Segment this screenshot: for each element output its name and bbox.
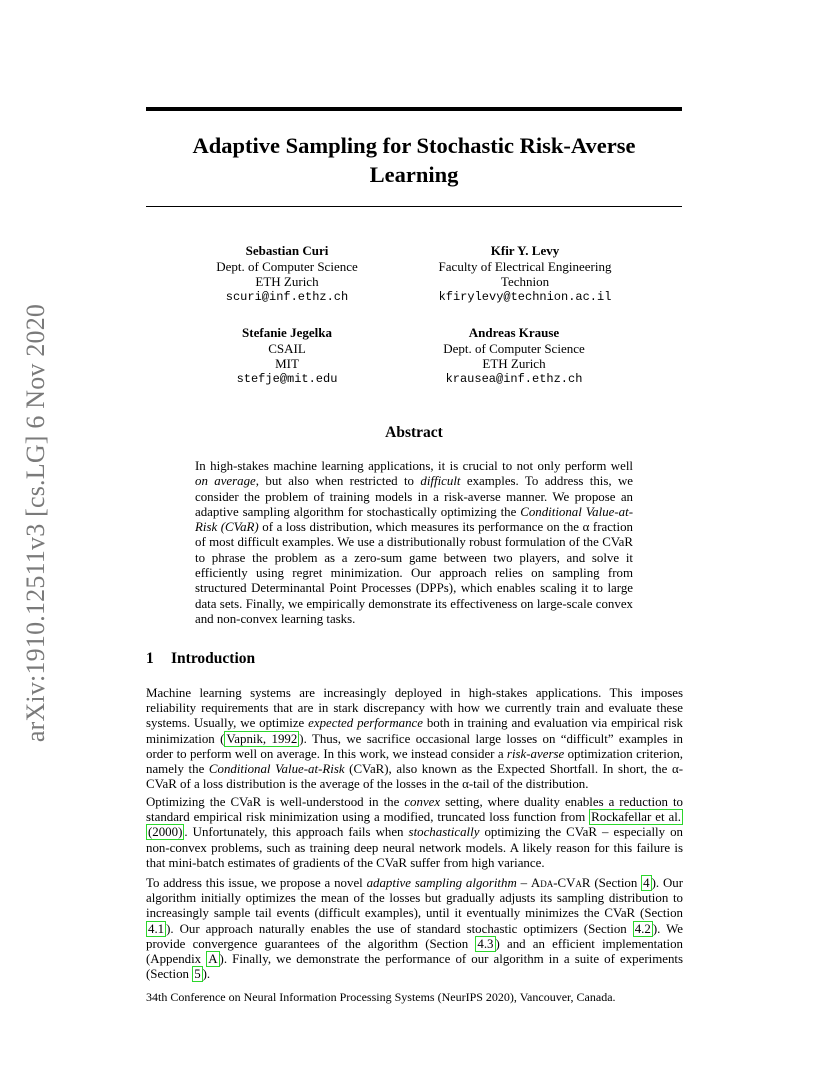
paragraph-emphasis: Conditional Value-at-Risk: [208, 762, 345, 777]
author-institution: Technion: [500, 274, 550, 289]
paragraph-text: ). Thus, we sacrifice occasional large losses on “difficult” examples in order to perform well on average. In this work, we instead consider a: [146, 731, 683, 761]
author-block-jegelka: [177, 325, 397, 387]
title-line-2: Learning: [369, 162, 459, 187]
abstract-body: [195, 459, 633, 627]
citation-link[interactable]: Rockafellar et al.: [591, 810, 681, 825]
paragraph-text: (Section: [590, 876, 642, 890]
intro-paragraph-1: [146, 686, 683, 792]
paragraph-text: optimization criterion, namely the: [146, 746, 683, 777]
author-institution: MIT: [275, 356, 299, 371]
section-heading-introduction: [146, 650, 255, 668]
abstract-emphasis: difficult: [420, 474, 461, 489]
appendix-link[interactable]: A: [208, 952, 218, 967]
section-title: Introduction: [171, 650, 256, 667]
author-affiliation: Dept. of Computer Science: [216, 258, 358, 274]
author-name: Sebastian Curi: [245, 243, 329, 258]
paragraph-text: To address this issue, we propose a novel: [146, 876, 367, 890]
author-email[interactable]: scuri@inf.ethz.ch: [225, 289, 349, 304]
author-affiliation: CSAIL: [268, 340, 306, 356]
author-email[interactable]: kfirylevy@technion.ac.il: [438, 289, 612, 304]
author-block-curi: [177, 243, 397, 305]
title-top-rule: [146, 107, 682, 111]
paragraph-text: ). Finally, we demonstrate the performance of our algorithm in a suite of experiments (Section: [146, 952, 683, 982]
section-link[interactable]: 4.3: [477, 936, 494, 951]
abstract-emphasis: on average: [195, 474, 256, 489]
paragraph-text: (CVaR), also known as the Expected Shortfall. In short, the α-CVaR of a loss distribution is the average of the losses in the α-tail of the distribution.: [146, 762, 683, 792]
abstract-text: , but also when restricted to: [255, 474, 421, 489]
paragraph-text: –: [516, 876, 531, 890]
author-block-krause: [404, 325, 624, 387]
author-name: Andreas Krause: [468, 325, 560, 340]
author-institution: ETH Zurich: [482, 356, 546, 371]
author-affiliation: Faculty of Electrical Engineering: [438, 258, 612, 274]
section-link[interactable]: 4.1: [148, 921, 165, 936]
paragraph-text: optimizing the CVaR – especially on non-convex problems, such as training deep neural network models. A likely reason for this failure is that mini-batch estimates of gradients of the CVaR suffer from high variance.: [146, 825, 683, 870]
paragraph-text: ).: [202, 967, 211, 982]
citation-link[interactable]: Vapnik, 1992: [226, 731, 298, 746]
author-email[interactable]: krausea@inf.ethz.ch: [445, 371, 583, 386]
paper-title: [146, 131, 682, 189]
paragraph-text: both in training and evaluation via empirical risk minimization (: [146, 716, 684, 746]
section-link[interactable]: 4.2: [634, 921, 651, 936]
author-email[interactable]: stefje@mit.edu: [236, 371, 338, 386]
arxiv-identifier: arXiv:1910.12511v3 [cs.LG] 6 Nov 2020: [21, 303, 50, 743]
section-link[interactable]: 5: [194, 967, 201, 982]
paragraph-text: . Unfortunately, this approach fails when: [184, 825, 409, 840]
algorithm-name: Ada-CVaR: [530, 876, 591, 890]
section-number: 1: [146, 650, 154, 667]
abstract-text: examples. To address this, we consider the problem of training models in a risk-averse manner. We propose an adaptive sampling algorithm for stochastically optimizing the: [195, 474, 633, 519]
paragraph-emphasis: convex: [404, 795, 441, 809]
title-bottom-rule: [146, 206, 682, 207]
author-name: Kfir Y. Levy: [490, 243, 560, 258]
paragraph-text: ) and an efficient implementation (Appendix: [146, 936, 683, 967]
author-name: Stefanie Jegelka: [242, 325, 332, 340]
paragraph-text: ). Our approach naturally enables the use of standard stochastic optimizers (Section: [166, 921, 633, 936]
paragraph-text: ). We provide convergence guarantees of the algorithm (Section: [146, 921, 683, 951]
intro-paragraph-2: [146, 795, 683, 871]
conference-footer: 34th Conference on Neural Information Processing Systems (NeurIPS 2020), Vancouver, Canada.: [146, 990, 616, 1004]
paragraph-emphasis: expected performance: [308, 716, 423, 731]
abstract-emphasis: Conditional Value-at-Risk (CVaR): [195, 504, 633, 535]
intro-paragraph-3: [146, 876, 683, 982]
author-block-levy: [415, 243, 635, 305]
paragraph-text: setting, where duality enables a reduction to standard empirical risk minimization using a modified, truncated loss function from: [146, 795, 683, 825]
abstract-text: In high-stakes machine learning applications, it is crucial to not only perform well: [195, 459, 633, 473]
paragraph-emphasis: stochastically: [408, 825, 480, 840]
author-institution: ETH Zurich: [255, 274, 319, 289]
section-link[interactable]: 4: [643, 876, 650, 890]
paragraph-text: Optimizing the CVaR is well-understood in the: [146, 795, 405, 809]
paragraph-text: ). Our algorithm initially optimizes the mean of the losses but gradually adjusts its sampling distribution to increasingly sample tail events (difficult examples), until it eventually minimizes the CVaR (Section: [146, 876, 684, 921]
paragraph-text: Machine learning systems are increasingly deployed in high-stakes applications. This imposes reliability requirements that are in stark discrepancy with how we currently train and evaluate these systems. Usually, we optimize: [146, 686, 683, 731]
citation-link[interactable]: (2000): [148, 825, 183, 840]
paragraph-emphasis: risk-averse: [506, 746, 565, 761]
paragraph-emphasis: adaptive sampling algorithm: [366, 876, 517, 890]
title-line-1: Adaptive Sampling for Stochastic Risk-Averse: [192, 133, 636, 158]
abstract-text: of a loss distribution, which measures its performance on the α fraction of most difficult examples. We use a distributionally robust formulation of the CVaR to phrase the problem as a zero-sum game between two players, and solve it efficiently using regret minimization. Our approach relies on sampling from structured Determinantal Point Processes (DPPs), which enables scaling it to large data sets. Finally, we empirically demonstrate its effectiveness on large-scale convex and non-convex learning tasks.: [195, 520, 633, 626]
abstract-heading: Abstract: [385, 424, 443, 441]
author-affiliation: Dept. of Computer Science: [443, 340, 585, 356]
